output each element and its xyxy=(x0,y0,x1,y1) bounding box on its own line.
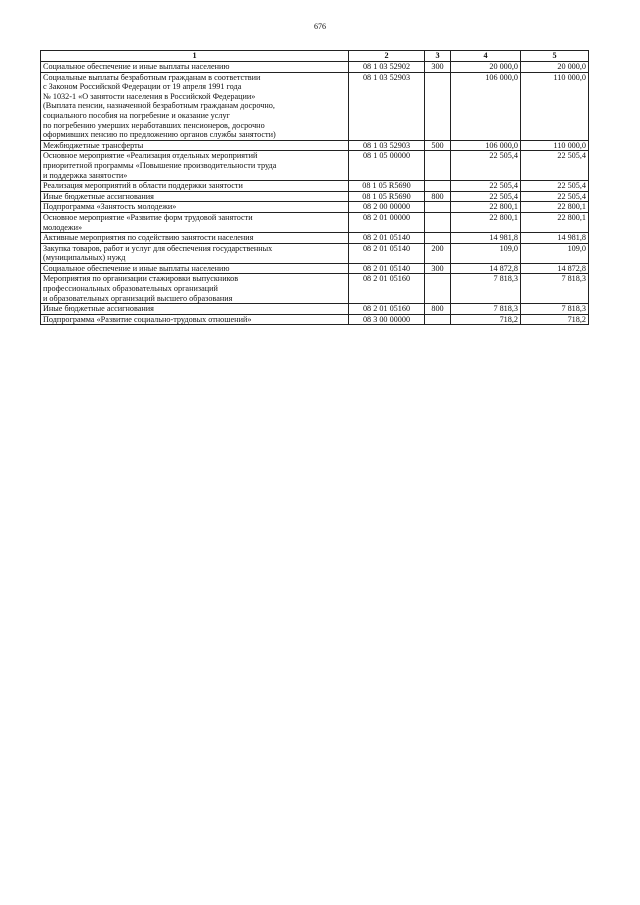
row-target-code: 08 2 01 05140 xyxy=(362,263,411,273)
row-target-code: 08 1 05 00000 xyxy=(362,151,411,161)
row-target-code-cell xyxy=(349,274,425,304)
row-amount-year1: 109,0 xyxy=(499,243,518,253)
row-amount-year1-cell xyxy=(451,243,521,263)
row-amount-year2-cell xyxy=(521,233,589,244)
row-name: Иные бюджетные ассигнования xyxy=(43,304,154,314)
row-target-code: 08 2 01 05160 xyxy=(362,304,411,314)
row-expense-type-cell xyxy=(425,140,451,151)
row-amount-year1: 22 505,4 xyxy=(489,151,518,161)
row-amount-year2-cell xyxy=(521,140,589,151)
row-name-cell xyxy=(41,72,349,140)
row-expense-type: 500 xyxy=(431,140,444,150)
row-expense-type-cell xyxy=(425,202,451,213)
table-row xyxy=(41,72,589,140)
row-amount-year1: 718,2 xyxy=(499,314,518,324)
row-amount-year1-cell xyxy=(451,191,521,202)
row-amount-year1-cell xyxy=(451,72,521,140)
row-amount-year2: 110 000,0 xyxy=(553,72,586,82)
row-name-cell xyxy=(41,151,349,181)
row-amount-year1: 106 000,0 xyxy=(485,140,518,150)
row-amount-year1-cell xyxy=(451,151,521,181)
row-expense-type: 200 xyxy=(431,243,444,253)
table-row xyxy=(41,233,589,244)
row-amount-year1-cell xyxy=(451,62,521,73)
row-target-code-cell xyxy=(349,212,425,232)
row-target-code: 08 2 01 00000 xyxy=(362,212,411,222)
row-target-code-cell xyxy=(349,202,425,213)
row-target-code-cell xyxy=(349,181,425,192)
row-name: Подпрограмма «Развитие социально-трудовых отношений» xyxy=(43,314,252,324)
row-target-code-cell xyxy=(349,140,425,151)
header-col-year1: 4 xyxy=(451,51,521,62)
row-expense-type: 800 xyxy=(431,191,444,201)
row-amount-year1-cell xyxy=(451,274,521,304)
row-name-cell xyxy=(41,181,349,192)
row-expense-type-cell xyxy=(425,191,451,202)
row-expense-type: 800 xyxy=(431,304,444,314)
row-amount-year1-cell xyxy=(451,140,521,151)
budget-table xyxy=(40,50,589,325)
row-amount-year2: 110 000,0 xyxy=(553,140,586,150)
row-target-code-cell xyxy=(349,243,425,263)
row-expense-type-cell xyxy=(425,243,451,263)
row-amount-year1: 14 872,8 xyxy=(489,263,518,273)
table-row xyxy=(41,314,589,325)
row-name-cell xyxy=(41,314,349,325)
row-amount-year2-cell xyxy=(521,212,589,232)
row-amount-year1-cell xyxy=(451,304,521,315)
row-target-code-cell xyxy=(349,263,425,274)
table-body xyxy=(41,62,589,325)
row-target-code: 08 2 01 05140 xyxy=(362,233,411,243)
row-target-code: 08 2 01 05160 xyxy=(362,274,411,284)
row-amount-year2-cell xyxy=(521,151,589,181)
row-target-code-cell xyxy=(349,233,425,244)
page-number: 676 xyxy=(314,22,326,31)
row-name: Основное мероприятие «Реализация отдельных мероприятий приоритетной программы «Повышение производительности труда и поддержка занятости» xyxy=(43,151,277,180)
header-col-vr: 3 xyxy=(425,51,451,62)
row-name: Основное мероприятие «Развитие форм трудовой занятости молодежи» xyxy=(43,212,253,232)
row-name-cell xyxy=(41,212,349,232)
header-col-name: 1 xyxy=(41,51,349,62)
row-target-code: 08 1 03 52902 xyxy=(362,62,411,71)
row-expense-type-cell xyxy=(425,212,451,232)
row-name: Подпрограмма «Занятость молодежи» xyxy=(43,202,177,212)
row-expense-type-cell xyxy=(425,263,451,274)
row-name: Активные мероприятия по содействию занятости населения xyxy=(43,233,254,243)
row-amount-year2: 22 800,1 xyxy=(557,202,586,212)
row-amount-year2: 22 505,4 xyxy=(557,181,586,191)
row-target-code-cell xyxy=(349,151,425,181)
row-target-code: 08 1 05 R5690 xyxy=(362,191,411,201)
row-amount-year2: 22 505,4 xyxy=(557,151,586,161)
row-amount-year2: 22 800,1 xyxy=(557,212,586,222)
row-name: Социальные выплаты безработным гражданам в соответствии с Законом Российской Федерации от 19 апреля 1991 года № 1032-1 «О занятости населения в Российской Федерации» (Выплата пенсии, назначенной безработным гражданам досрочно, социального пособия на погребение и оказание услуг по погребению умерших неработавших пенсионеров, досрочно оформивших пенсию по предложению органов службы занятости) xyxy=(43,72,276,140)
row-expense-type: 300 xyxy=(431,62,444,71)
row-target-code: 08 2 00 00000 xyxy=(362,202,411,212)
row-amount-year2: 22 505,4 xyxy=(557,191,586,201)
table-row xyxy=(41,304,589,315)
row-name-cell xyxy=(41,243,349,263)
table-row xyxy=(41,212,589,232)
row-name-cell xyxy=(41,202,349,213)
row-name: Межбюджетные трансферты xyxy=(43,140,144,150)
row-name-cell xyxy=(41,62,349,73)
header-col-csr: 2 xyxy=(349,51,425,62)
row-name: Закупка товаров, работ и услуг для обеспечения государственных (муниципальных) нужд xyxy=(43,243,273,263)
row-name-cell xyxy=(41,304,349,315)
table-row xyxy=(41,243,589,263)
table-row xyxy=(41,140,589,151)
row-expense-type-cell xyxy=(425,274,451,304)
row-amount-year2-cell xyxy=(521,72,589,140)
row-expense-type-cell xyxy=(425,72,451,140)
table-row xyxy=(41,191,589,202)
row-expense-type-cell xyxy=(425,62,451,73)
row-amount-year1: 7 818,3 xyxy=(493,274,518,284)
row-amount-year2-cell xyxy=(521,181,589,192)
row-amount-year2-cell xyxy=(521,62,589,73)
row-amount-year2-cell xyxy=(521,314,589,325)
row-amount-year1-cell xyxy=(451,212,521,232)
row-name: Иные бюджетные ассигнования xyxy=(43,191,154,201)
row-amount-year1-cell xyxy=(451,181,521,192)
table-row xyxy=(41,263,589,274)
row-name-cell xyxy=(41,233,349,244)
row-amount-year2: 20 000,0 xyxy=(557,62,586,71)
row-target-code: 08 1 03 52903 xyxy=(362,72,411,82)
row-amount-year2: 14 981,8 xyxy=(557,233,586,243)
row-target-code-cell xyxy=(349,314,425,325)
row-expense-type-cell xyxy=(425,314,451,325)
row-name-cell xyxy=(41,140,349,151)
row-amount-year1: 14 981,8 xyxy=(489,233,518,243)
row-expense-type-cell xyxy=(425,304,451,315)
table-header-row xyxy=(41,51,589,62)
row-target-code-cell xyxy=(349,62,425,73)
row-amount-year2-cell xyxy=(521,202,589,213)
table-row xyxy=(41,151,589,181)
row-target-code-cell xyxy=(349,72,425,140)
row-name: Реализация мероприятий в области поддержки занятости xyxy=(43,181,243,191)
row-target-code: 08 1 05 R5690 xyxy=(362,181,411,191)
header-col-year2: 5 xyxy=(521,51,589,62)
row-amount-year1: 20 000,0 xyxy=(489,62,518,71)
row-amount-year2: 109,0 xyxy=(567,243,586,253)
row-amount-year2-cell xyxy=(521,191,589,202)
row-name: Мероприятия по организации стажировки выпускников профессиональных образовательных организаций и образовательных организаций высшего образования xyxy=(43,274,239,303)
table-row xyxy=(41,181,589,192)
row-amount-year1: 22 505,4 xyxy=(489,181,518,191)
row-name-cell xyxy=(41,191,349,202)
row-amount-year2: 718,2 xyxy=(567,314,586,324)
table-row xyxy=(41,274,589,304)
row-amount-year1-cell xyxy=(451,314,521,325)
row-amount-year1-cell xyxy=(451,263,521,274)
table-row xyxy=(41,202,589,213)
row-amount-year1: 22 800,1 xyxy=(489,212,518,222)
row-amount-year2: 7 818,3 xyxy=(561,304,586,314)
row-amount-year2: 14 872,8 xyxy=(557,263,586,273)
row-amount-year1: 22 800,1 xyxy=(489,202,518,212)
row-amount-year2-cell xyxy=(521,274,589,304)
row-name: Социальное обеспечение и иные выплаты населению xyxy=(43,263,230,273)
row-amount-year2-cell xyxy=(521,243,589,263)
row-target-code-cell xyxy=(349,304,425,315)
table-row xyxy=(41,62,589,73)
row-amount-year1: 7 818,3 xyxy=(493,304,518,314)
row-target-code: 08 3 00 00000 xyxy=(362,314,411,324)
row-amount-year2-cell xyxy=(521,304,589,315)
row-target-code: 08 2 01 05140 xyxy=(362,243,411,253)
row-amount-year1: 22 505,4 xyxy=(489,191,518,201)
row-expense-type-cell xyxy=(425,233,451,244)
row-name-cell xyxy=(41,274,349,304)
row-expense-type-cell xyxy=(425,151,451,181)
row-expense-type-cell xyxy=(425,181,451,192)
row-amount-year2: 7 818,3 xyxy=(561,274,586,284)
row-expense-type: 300 xyxy=(431,263,444,273)
row-amount-year2-cell xyxy=(521,263,589,274)
row-name: Социальное обеспечение и иные выплаты населению xyxy=(43,62,230,71)
row-amount-year1: 106 000,0 xyxy=(485,72,518,82)
row-target-code-cell xyxy=(349,191,425,202)
row-target-code: 08 1 03 52903 xyxy=(362,140,411,150)
row-amount-year1-cell xyxy=(451,233,521,244)
row-name-cell xyxy=(41,263,349,274)
row-amount-year1-cell xyxy=(451,202,521,213)
